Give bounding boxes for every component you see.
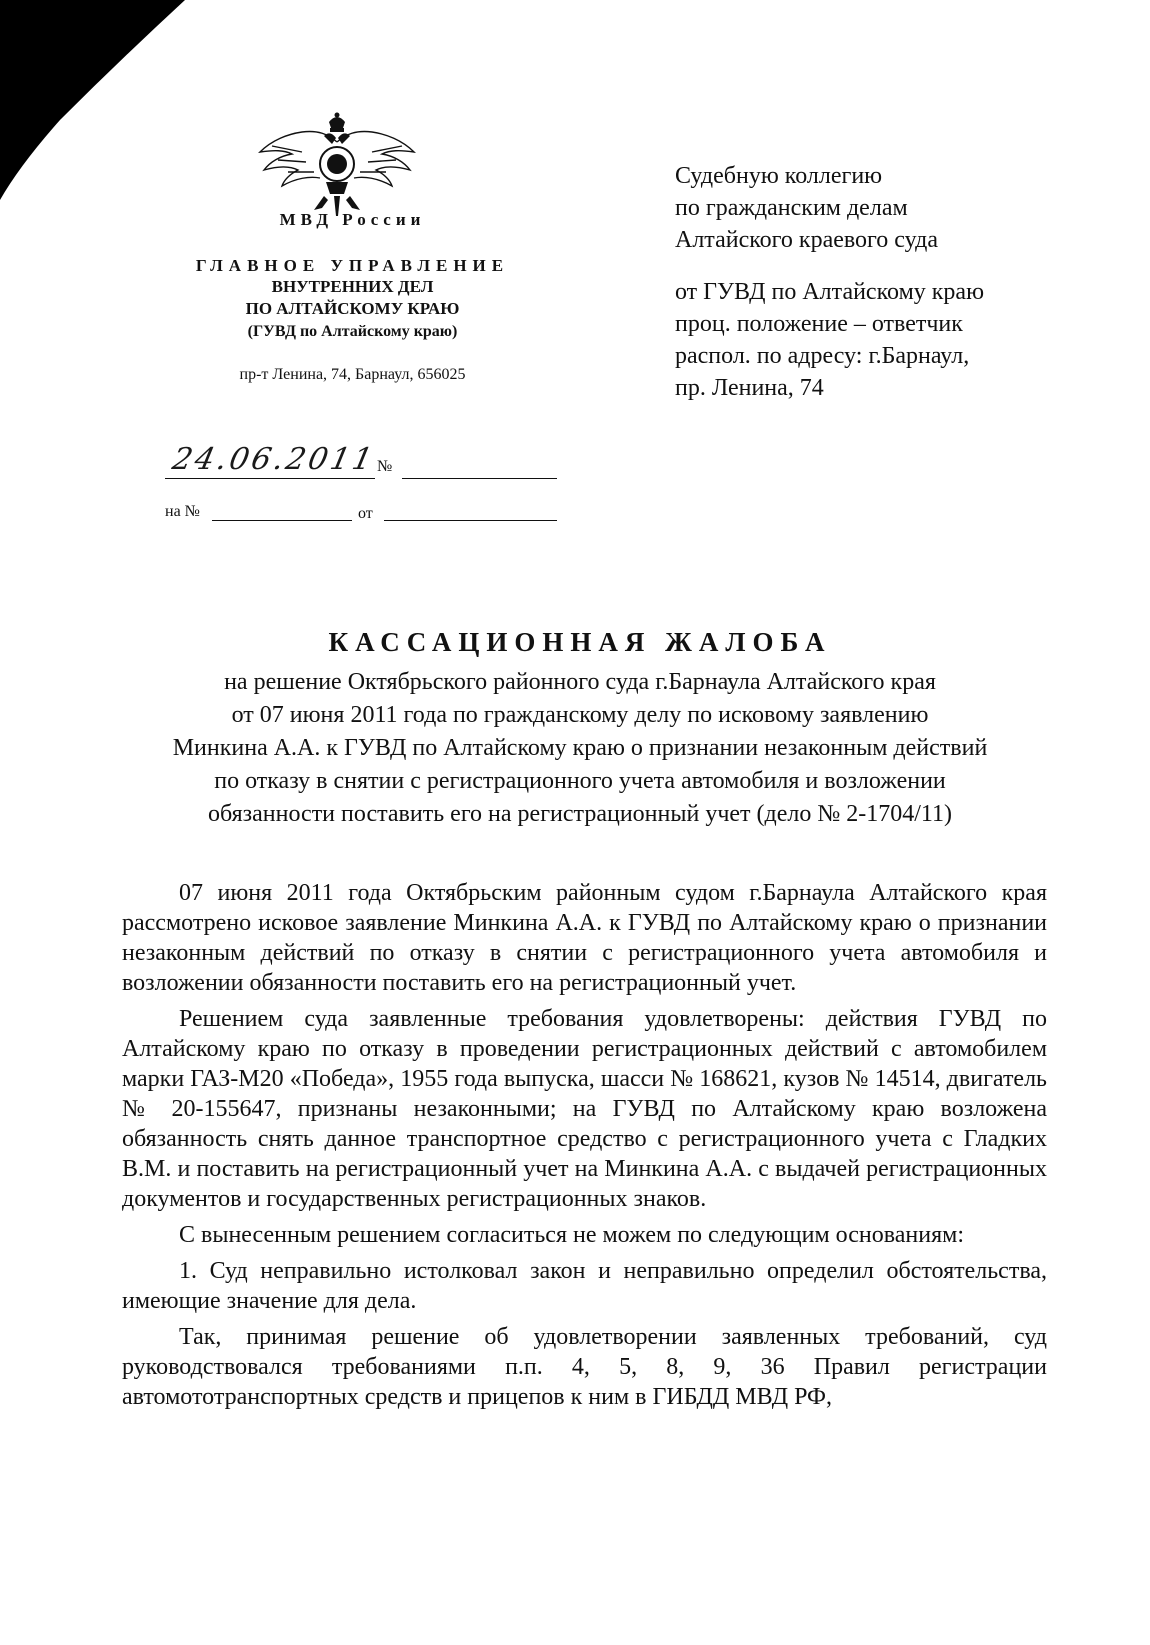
body-paragraph: С вынесенным решением согласиться не можем по следующим основаниям: xyxy=(179,1222,964,1248)
subtitle-line: от 07 июня 2011 года по гражданскому делу по исковому заявлению xyxy=(231,702,929,728)
addressee-line: по гражданским делам xyxy=(675,195,908,221)
subtitle-line: обязанности поставить его на регистрационный учет (дело № 2-1704/11) xyxy=(207,801,953,827)
scan-corner-shadow xyxy=(0,0,230,215)
org-name-line-2: ВНУТРЕННИХ ДЕЛ xyxy=(271,277,434,296)
subtitle-line: по отказу в снятии с регистрационного учета автомобиля и возложении xyxy=(214,768,946,794)
organization-header xyxy=(150,210,555,384)
document-title: КАССАЦИОННАЯ ЖАЛОБА xyxy=(328,627,832,657)
body-paragraph: 07 июня 2011 года Октябрьским районным судом г.Барнаула Алтайского края рассмотрено исковое заявление Минкина А.А. к ГУВД по Алтайскому краю о признании незаконным действий по отказу в снятии с регистрационного учета автомобиля и возложении обязанности поставить его на регистрационный учет. xyxy=(122,880,1047,996)
sender-line: распол. по адресу: г.Барнаул, xyxy=(675,343,970,369)
addressee-block xyxy=(675,160,1115,404)
mvd-eagle-emblem-icon xyxy=(258,112,416,218)
org-short-name: МВД России xyxy=(279,210,426,229)
document-subtitle xyxy=(110,666,1050,831)
outgoing-number-label: № xyxy=(377,458,393,475)
handwritten-date: 24.06.2011 xyxy=(169,442,379,477)
org-name-line-4: (ГУВД по Алтайскому краю) xyxy=(247,323,458,340)
org-name-line-1: ГЛАВНОЕ УПРАВЛЕНИЕ xyxy=(195,256,510,275)
body-paragraph: 1. Суд неправильно истолковал закон и неправильно определил обстоятельства, имеющие значение для дела. xyxy=(122,1258,1047,1314)
sender-line: проц. положение – ответчик xyxy=(675,311,963,337)
addressee-gap xyxy=(675,256,1115,276)
subtitle-line: на решение Октябрьского районного суда г.Барнаула Алтайского края xyxy=(224,669,936,695)
org-address: пр-т Ленина, 74, Барнаул, 656025 xyxy=(239,366,466,383)
outgoing-number-line xyxy=(402,478,557,479)
sender-line: от ГУВД по Алтайскому краю xyxy=(675,279,984,305)
reply-to-number-line xyxy=(212,520,352,521)
sender-line: пр. Ленина, 74 xyxy=(675,375,824,401)
outgoing-date-field xyxy=(165,442,379,479)
addressee-line: Алтайского краевого суда xyxy=(675,227,938,253)
org-name-line-3: ПО АЛТАЙСКОМУ КРАЮ xyxy=(245,299,460,318)
subtitle-line: Минкина А.А. к ГУВД по Алтайскому краю о признании незаконным действий xyxy=(172,735,988,761)
document-body xyxy=(122,878,1047,1418)
body-paragraph: Так, принимая решение об удовлетворении заявленных требований, суд руководствовался требованиями п.п. 4, 5, 8, 9, 36 Правил регистрации автомототранспортных средств и прицепов к ним в ГИБДД МВД РФ, xyxy=(122,1324,1047,1410)
reply-to-date-label: от xyxy=(358,505,373,522)
reply-to-number-label: на № xyxy=(165,503,200,520)
addressee-line: Судебную коллегию xyxy=(675,163,883,189)
reply-to-date-line xyxy=(384,520,557,521)
body-paragraph: Решением суда заявленные требования удовлетворены: действия ГУВД по Алтайскому краю по отказу в проведении регистрационных действий с автомобилем марки ГАЗ-М20 «Победа», 1955 года выпуска, шасси № 168621, кузов № 14514, двигатель № 20-155647, признаны незаконными; на ГУВД по Алтайскому краю возложена обязанность снять данное транспортное средство с регистрационного учета с Гладких В.М. и поставить на регистрационный учет на Минкина А.А. с выдачей регистрационных документов и государственных регистрационных знаков. xyxy=(122,1006,1047,1212)
